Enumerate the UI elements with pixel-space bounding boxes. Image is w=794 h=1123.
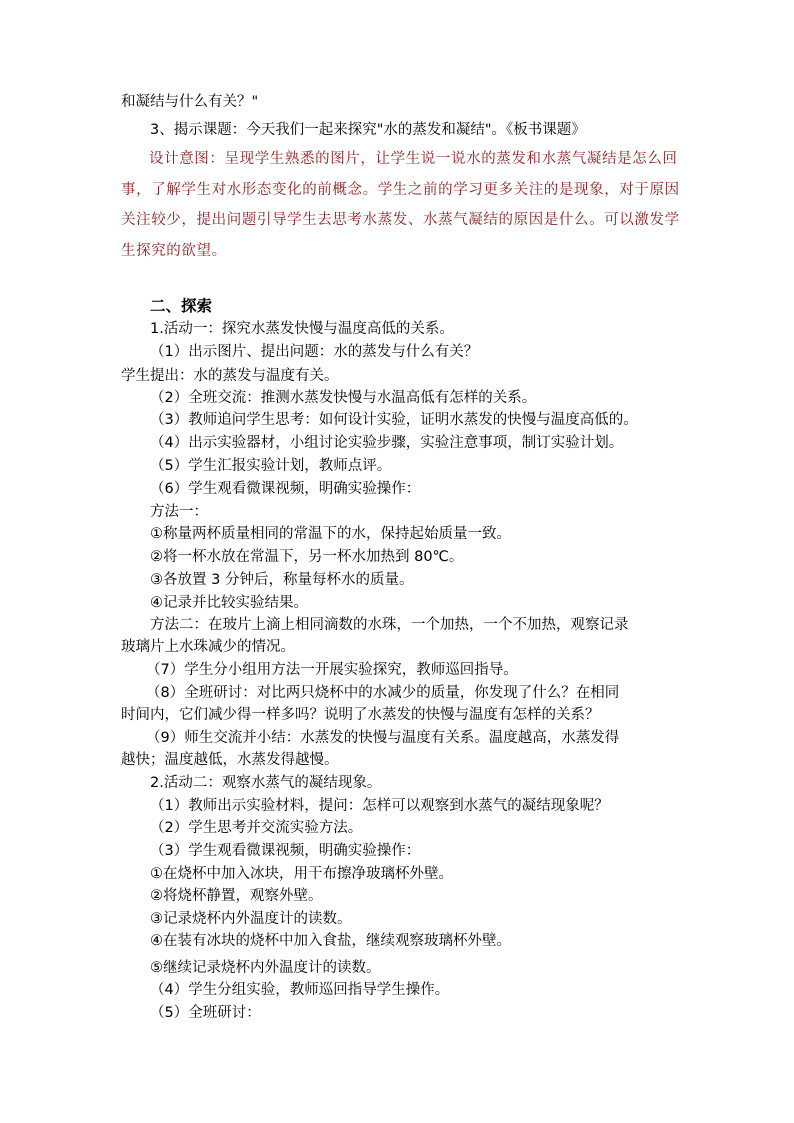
activity1-step-9-line-1: （9）师生交流并小结：水蒸发的快慢与温度有关系。温度越高，水蒸发得 xyxy=(146,730,620,746)
section-title: 二、探索 xyxy=(150,297,213,315)
activity1-step-1: （1）出示图片、提出问题：水的蒸发与什么有关？ xyxy=(150,344,479,360)
activity1-step-3: （3）教师追问学生思考：如何设计实验，证明水蒸发的快慢与温度高低的。 xyxy=(150,412,638,428)
activity1-step-8-line-2: 时间内，它们减少得一样多吗？说明了水蒸发的快慢与温度有怎样的关系？ xyxy=(121,707,600,723)
activity2-item-2: ②将烧杯静置，观察外壁。 xyxy=(150,888,323,904)
method1-item-4: ④记录并比较实验结果。 xyxy=(150,595,308,611)
activity1-step-5: （5）学生汇报实验计划，教师点评。 xyxy=(150,458,392,474)
activity2-item-3: ③记录烧杯内外温度计的读数。 xyxy=(150,911,352,927)
activity1-step-2: （2）全班交流：推测水蒸发快慢与水温高低有怎样的关系。 xyxy=(150,390,537,406)
activity2-step-1: （1）教师出示实验材料，提问：怎样可以观察到水蒸气的凝结现象呢？ xyxy=(150,798,609,814)
activity2-item-4: ④在装有冰块的烧杯中加入食盐，继续观察玻璃杯外壁。 xyxy=(150,933,511,949)
activity2-step-3: （3）学生观看微课视频，明确实验操作： xyxy=(150,843,421,859)
activity2-item-1: ①在烧杯中加入冰块，用干布擦净玻璃杯外壁。 xyxy=(150,866,453,882)
activity2-title: 2.活动二：观察水蒸气的凝结现象。 xyxy=(150,775,382,791)
activity2-item-5: ⑤继续记录烧杯内外温度计的读数。 xyxy=(150,960,381,976)
method1-item-3: ③各放置 3 分钟后，称量每杯水的质量。 xyxy=(150,572,414,588)
activity1-step-8-line-1: （8）全班研讨：对比两只烧杯中的水减少的质量，你发现了什么？在相同 xyxy=(146,685,620,701)
design-intent-paragraph: 设计意图：呈现学生熟悉的图片，让学生说一说水的蒸发和水蒸气凝结是怎么回事，了解学生对水形态变化的前概念。学生之前的学习更多关注的是现象，对于原因关注较少，提出问题引导学生去思考水蒸发、水蒸气凝结的原因是什么。可以激发学生探究的欲望。 xyxy=(121,151,680,259)
activity2-step-2: （2）学生思考并交流实验方法。 xyxy=(150,820,363,836)
method1-item-1: ①称量两杯质量相同的常温下的水，保持起始质量一致。 xyxy=(150,526,511,542)
method1-item-2: ②将一杯水放在常温下，另一杯水加热到 80℃。 xyxy=(150,549,464,565)
intro-line-2: 3、揭示课题：今天我们一起来探究"水的蒸发和凝结"。《板书课题》 xyxy=(150,122,586,138)
method2-line-2: 玻璃片上水珠减少的情况。 xyxy=(121,639,295,655)
activity1-step-9-line-2: 越快；温度越低，水蒸发得越慢。 xyxy=(121,752,339,768)
activity1-step-7: （7）学生分小组用方法一开展实验探究，教师巡回指导。 xyxy=(146,662,518,678)
activity1-student-line: 学生提出：水的蒸发与温度有关。 xyxy=(121,368,339,384)
activity1-step-4: （4）出示实验器材，小组讨论实验步骤，实验注意事项，制订实验计划。 xyxy=(150,435,624,451)
method2-line-1: 方法二：在玻片上滴上相同滴数的水珠，一个加热，一个不加热，观察记录 xyxy=(150,617,629,633)
intro-line-1: 和凝结与什么有关？" xyxy=(121,94,259,110)
activity1-step-6: （6）学生观看微课视频，明确实验操作： xyxy=(150,481,421,497)
activity2-step-5: （5）全班研讨： xyxy=(150,1005,261,1021)
activity1-title: 1.活动一：探究水蒸发快慢与温度高低的关系。 xyxy=(150,321,454,337)
method1-title: 方法一： xyxy=(150,504,208,520)
activity2-step-4: （4）学生分组实验，教师巡回指导学生操作。 xyxy=(150,982,450,998)
